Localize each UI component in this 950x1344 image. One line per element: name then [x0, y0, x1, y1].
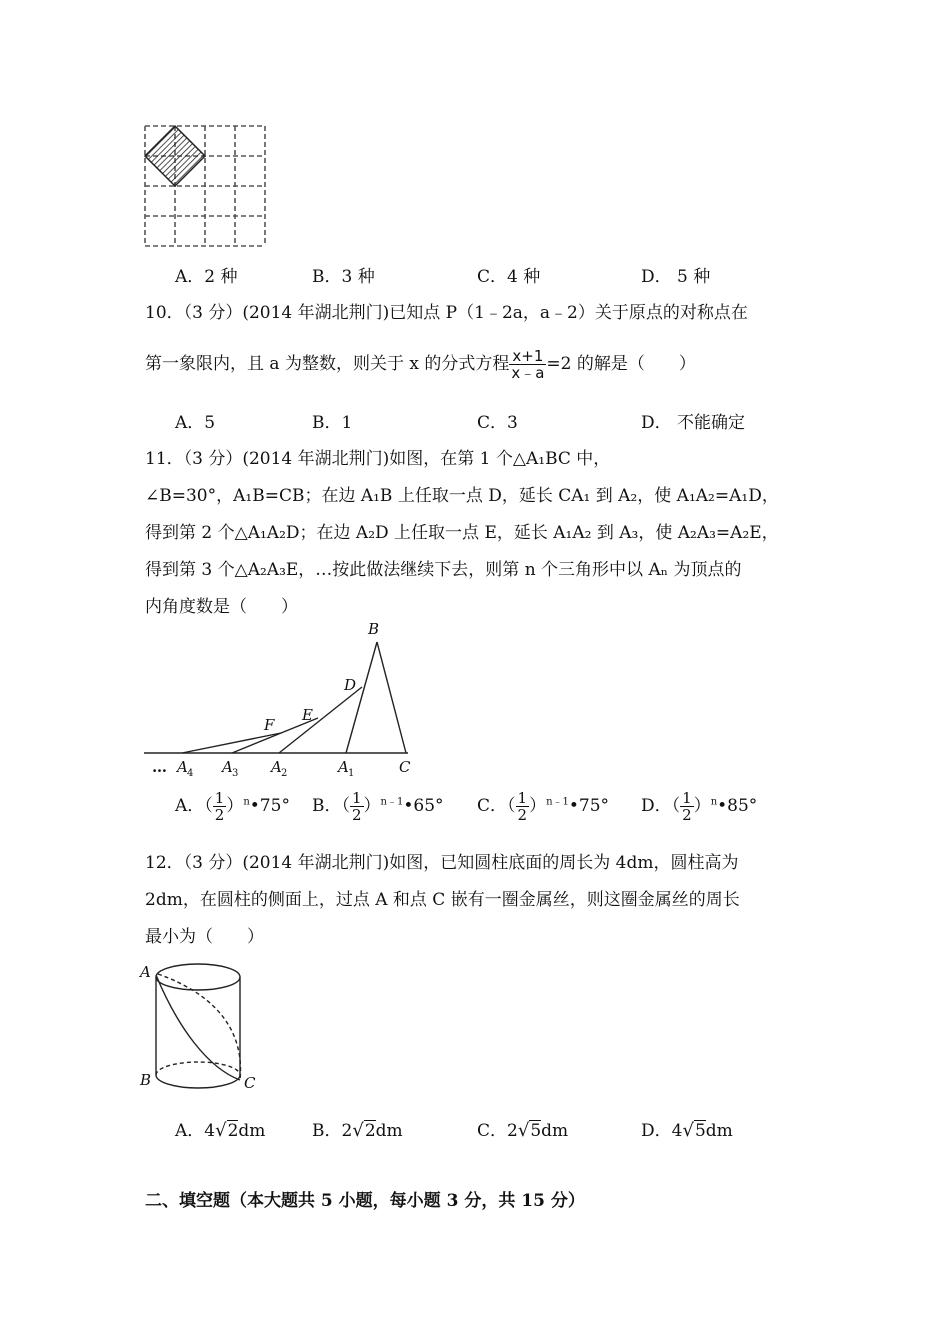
half-fraction: $\frac{1}{2}$	[682, 789, 692, 824]
coefficient: 2	[507, 1121, 518, 1141]
q9-option-c[interactable]: C．4 种	[477, 267, 541, 287]
q11-option-b[interactable]: B．（ $\frac{1}{2}$ ）$^{n﹣1}$•65°	[312, 789, 444, 824]
q11-option-c[interactable]: C．（ $\frac{1}{2}$ ）$^{n﹣1}$•75°	[477, 789, 610, 824]
q12-option-b[interactable]	[312, 1116, 403, 1141]
shaded-square	[145, 126, 205, 186]
q11-line4: 得到第 3 个△A₂A₃E，…按此做法继续下去，则第 n 个三角形中以 Aₙ 为顶点的	[145, 560, 742, 580]
option-label: B．	[312, 1121, 342, 1141]
label-a1: A	[338, 758, 349, 776]
q10-option-d[interactable]: D． 不能确定	[641, 413, 746, 433]
radicand: 2	[364, 1121, 376, 1141]
q12-line1: 12．（3 分）(2014 年湖北荆门)如图，已知圆柱底面的周长为 4dm，圆柱高为	[145, 853, 739, 873]
q11-option-a-label: A．	[175, 796, 205, 816]
radicand: 5	[694, 1121, 706, 1141]
label-a4: A	[177, 758, 188, 776]
label-f: F	[264, 716, 275, 734]
exponent: n﹣1	[380, 796, 404, 808]
coefficient: 2	[341, 1121, 353, 1141]
q11-option-b-label: B．	[312, 796, 342, 816]
label-a3: A	[222, 758, 233, 776]
q10-frac-num: x+1	[509, 348, 546, 365]
label-c: C	[244, 1074, 256, 1092]
q10-line2	[145, 348, 696, 381]
q9-option-a[interactable]: A．2 种	[175, 267, 238, 287]
exponent: n	[243, 796, 250, 808]
sqrt-icon: √	[682, 1120, 694, 1141]
sqrt-icon: √	[352, 1120, 364, 1141]
section-heading: 二、填空题（本大题共 5 小题，每小题 3 分，共 15 分）	[145, 1191, 585, 1211]
q11-option-a[interactable]: A．（ $\frac{1}{2}$ ）$^n$•75°	[175, 789, 290, 824]
option-tail: •85°	[717, 796, 758, 816]
label-a4-sub: 4	[187, 768, 194, 779]
option-tail: •75°	[249, 796, 290, 816]
q11-line5: 内角度数是（ ）	[145, 597, 298, 617]
unit: dm	[541, 1121, 569, 1141]
half-fraction: $\frac{1}{2}$	[352, 789, 362, 824]
q10-option-a[interactable]: A．5	[175, 413, 216, 433]
exponent: n﹣1	[546, 796, 569, 808]
q11-option-c-label: C．	[477, 796, 508, 816]
option-tail: •75°	[568, 796, 610, 816]
q11-option-d-label: D．	[641, 796, 672, 816]
q12-line2: 2dm，在圆柱的侧面上，过点 A 和点 C 嵌有一圈金属丝，则这圈金属丝的周长	[145, 890, 740, 910]
q10-option-c[interactable]: C．3	[477, 413, 518, 433]
q12-line3: 最小为（ ）	[145, 927, 264, 947]
unit: dm	[375, 1121, 403, 1141]
grid-figure	[140, 122, 272, 250]
half-fraction: $\frac{1}{2}$	[517, 789, 528, 824]
label-a3-sub: 3	[232, 768, 239, 779]
radicand: 5	[530, 1121, 542, 1141]
option-label: A．	[175, 1121, 205, 1141]
q11-option-d[interactable]: D．（ $\frac{1}{2}$ ）$^n$•85°	[641, 789, 758, 824]
label-a2-sub: 2	[281, 768, 288, 779]
option-tail: •65°	[403, 796, 444, 816]
label-a: A	[140, 963, 151, 981]
coefficient: 4	[204, 1121, 216, 1141]
q10-line1: 10．（3 分）(2014 年湖北荆门)已知点 P（1﹣2a，a﹣2）关于原点的对称点在	[145, 303, 748, 323]
label-dots: …	[152, 758, 167, 776]
label-e: E	[302, 706, 313, 724]
label-a1-sub: 1	[348, 768, 355, 779]
q10-frac-den: x﹣a	[511, 364, 545, 382]
exponent: n	[710, 796, 718, 808]
q11-line3: 得到第 2 个△A₁A₂D；在边 A₂D 上任取一点 E，延长 A₁A₂ 到 A₃，使 A₂A₃=A₂E，	[145, 523, 779, 543]
label-d: D	[344, 676, 357, 694]
unit: dm	[238, 1121, 266, 1141]
q11-line1: 11．（3 分）(2014 年湖北荆门)如图，在第 1 个△A₁BC 中，	[145, 449, 611, 469]
label-b: B	[140, 1071, 152, 1089]
q9-option-d[interactable]: D． 5 种	[641, 267, 711, 287]
q10-fraction	[509, 348, 546, 381]
label-b: B	[368, 620, 380, 638]
q10-option-b[interactable]: B．1	[312, 413, 353, 433]
q11-line2: ∠B=30°，A₁B=CB；在边 A₁B 上任取一点 D，延长 CA₁ 到 A₂，使 A₁A₂=A₁D，	[145, 486, 779, 506]
q12-option-d[interactable]	[641, 1116, 733, 1141]
unit: dm	[705, 1121, 733, 1141]
option-label: C．	[477, 1121, 508, 1141]
label-a2: A	[271, 758, 282, 776]
half-fraction: $\frac{1}{2}$	[214, 789, 225, 824]
q12-option-c[interactable]	[477, 1116, 568, 1141]
sqrt-icon: √	[517, 1120, 530, 1141]
cylinder-figure	[138, 958, 268, 1094]
radicand: 2	[227, 1121, 239, 1141]
label-c: C	[399, 758, 411, 776]
q12-option-a[interactable]	[175, 1116, 265, 1141]
coefficient: 4	[671, 1121, 683, 1141]
triangle-figure	[140, 618, 430, 780]
q10-line2-before: 第一象限内，且 a 为整数，则关于 x 的分式方程	[145, 354, 510, 374]
q10-line2-after: =2 的解是（ ）	[546, 354, 696, 374]
option-label: D．	[641, 1121, 672, 1141]
q9-option-b[interactable]: B．3 种	[312, 267, 375, 287]
sqrt-icon: √	[215, 1120, 227, 1141]
